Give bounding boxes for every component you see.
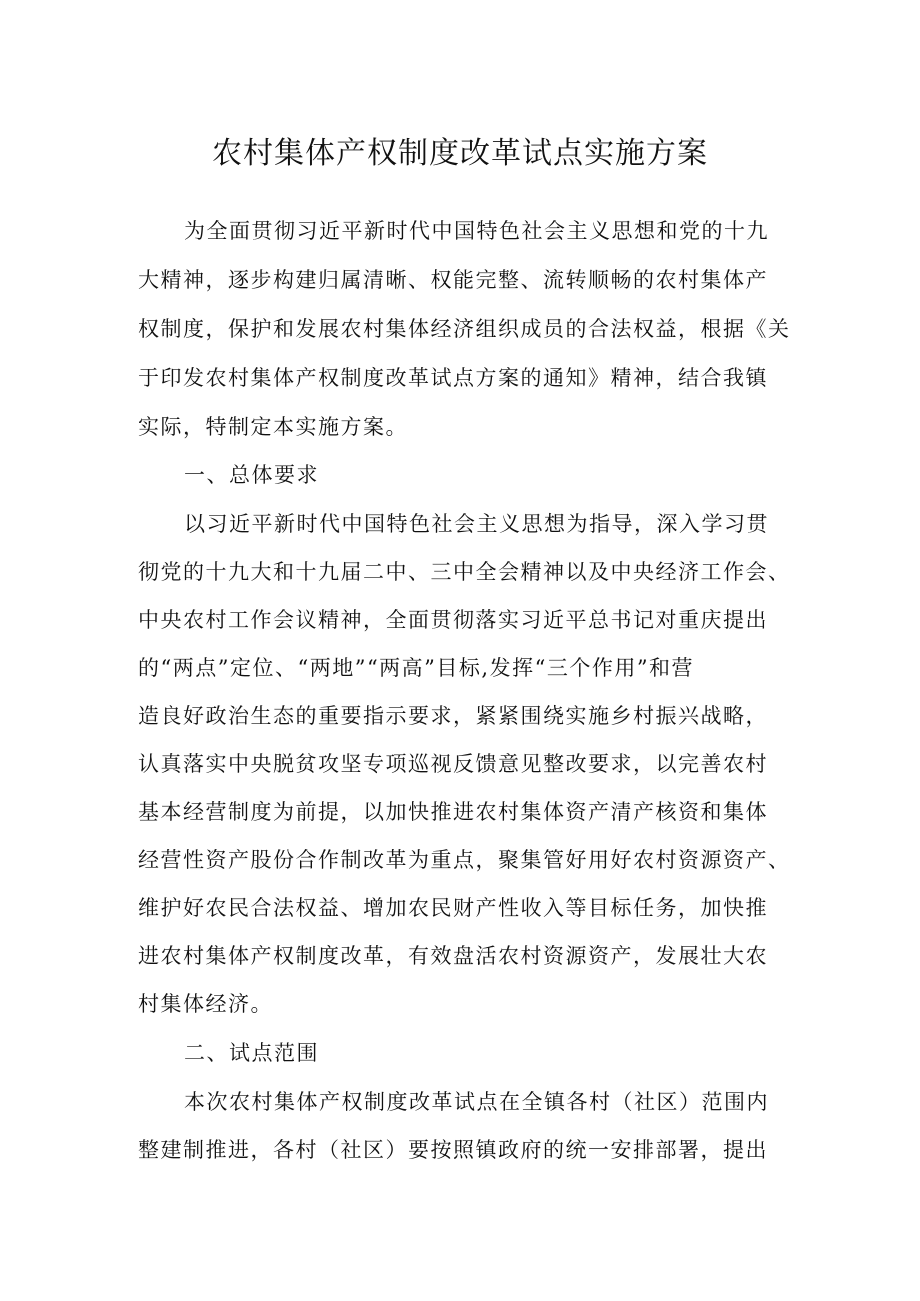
section1-line: 维护好农民合法权益、增加农民财产性收入等目标任务，加快推 [138, 896, 768, 920]
section1-line: 以习近平新时代中国特色社会主义思想为指导，深入学习贯 [184, 512, 769, 536]
section2-line: 整建制推进，各村（社区）要按照镇政府的统一安排部署，提出 [138, 1138, 768, 1162]
section1-line: 的“两点”定位、“两地”“两高”目标,发挥“三个作用”和营 [138, 656, 695, 680]
intro-line: 权制度，保护和发展农村集体经济组织成员的合法权益，根据《关 [138, 317, 791, 341]
intro-line: 为全面贯彻习近平新时代中国特色社会主义思想和党的十九 [184, 219, 769, 243]
section1-line: 村集体经济。 [138, 992, 273, 1016]
intro-line: 于印发农村集体产权制度改革试点方案的通知》精神，结合我镇 [138, 366, 768, 390]
section-heading-general-requirements: 一、总体要求 [184, 463, 319, 487]
section-heading-pilot-scope: 二、试点范围 [184, 1041, 319, 1065]
section1-line: 造良好政治生态的重要指示要求，紧紧围绕实施乡村振兴战略， [138, 704, 768, 728]
section1-line: 基本经营制度为前提，以加快推进农村集体资产清产核资和集体 [138, 800, 768, 824]
section1-line: 进农村集体产权制度改革，有效盘活农村资源资产，发展壮大农 [138, 944, 768, 968]
intro-line: 实际，特制定本实施方案。 [138, 415, 408, 439]
section2-line: 本次农村集体产权制度改革试点在全镇各村（社区）范围内 [184, 1090, 769, 1114]
section1-line: 彻党的十九大和十九届二中、三中全会精神以及中央经济工作会、 [138, 560, 791, 584]
document-title: 农村集体产权制度改革试点实施方案 [212, 136, 708, 171]
section1-line: 认真落实中央脱贫攻坚专项巡视反馈意见整改要求，以完善农村 [138, 752, 768, 776]
section1-line: 中央农村工作会议精神，全面贯彻落实习近平总书记对重庆提出 [138, 608, 768, 632]
intro-line: 大精神，逐步构建归属清晰、权能完整、流转顺畅的农村集体产 [138, 268, 768, 292]
section1-line: 经营性资产股份合作制改革为重点，聚集管好用好农村资源资产、 [138, 848, 791, 872]
